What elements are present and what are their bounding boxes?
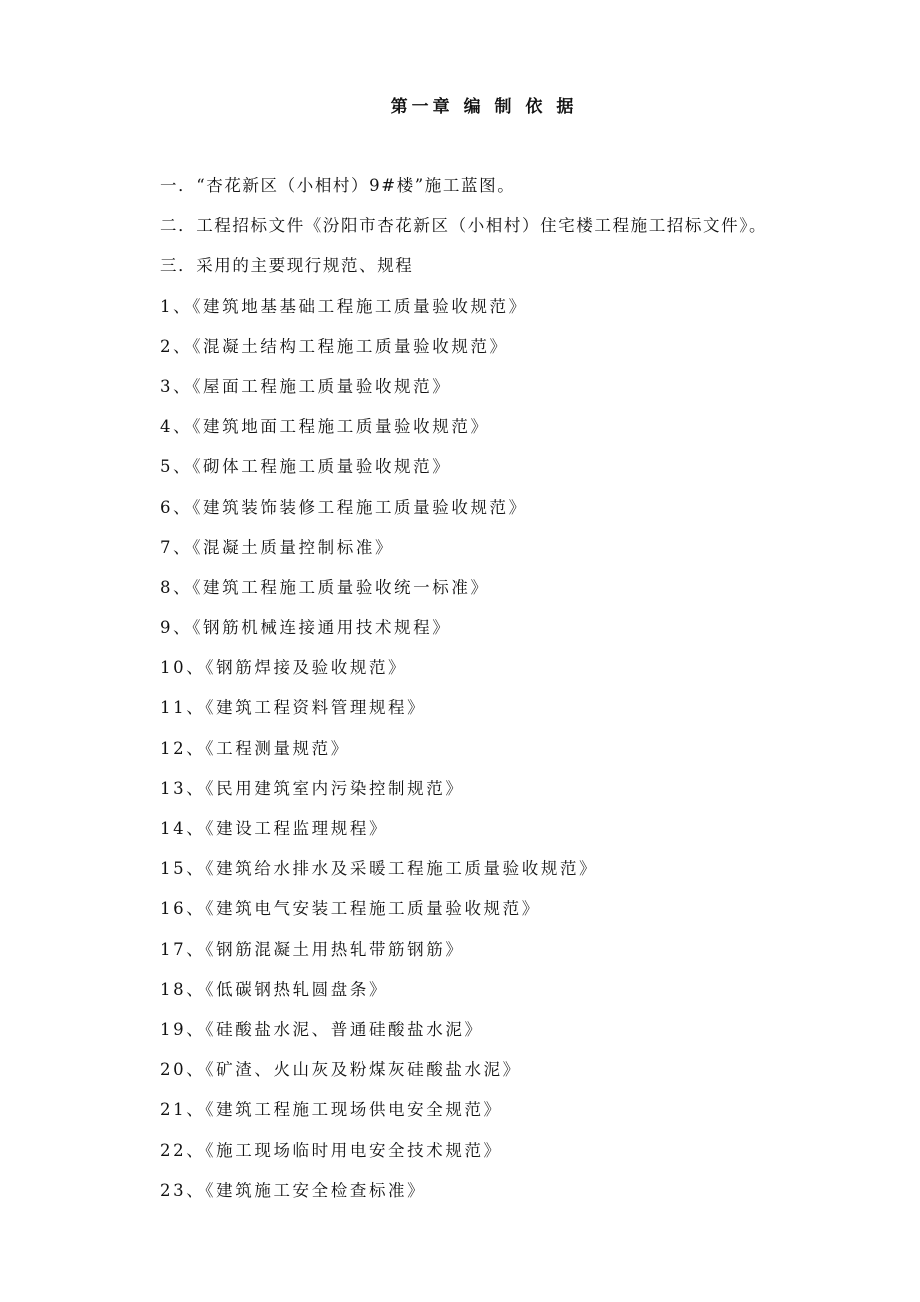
standard-item: 5、《砌体工程施工质量验收规范》 <box>160 457 452 477</box>
standard-item: 17、《钢筋混凝土用热轧带筋钢筋》 <box>160 939 465 959</box>
standard-item: 8、《建筑工程施工质量验收统一标准》 <box>160 577 490 597</box>
standard-item: 21、《建筑工程施工现场供电安全规范》 <box>160 1100 503 1120</box>
basis-item: 二．工程招标文件《汾阳市杏花新区（小相村）住宅楼工程施工招标文件》。 <box>160 216 768 236</box>
standard-item: 1、《建筑地基基础工程施工质量验收规范》 <box>160 296 528 316</box>
standard-item: 6、《建筑装饰装修工程施工质量验收规范》 <box>160 497 528 517</box>
standard-item: 11、《建筑工程资料管理规程》 <box>160 698 427 718</box>
standard-item: 9、《钢筋机械连接通用技术规程》 <box>160 618 452 638</box>
standard-item: 20、《矿渣、火山灰及粉煤灰硅酸盐水泥》 <box>160 1060 522 1080</box>
chapter-title: 第一章 编 制 依 据 <box>390 97 578 117</box>
standard-item: 2、《混凝土结构工程施工质量验收规范》 <box>160 336 509 356</box>
document-body <box>160 172 900 1217</box>
standard-item: 3、《屋面工程施工质量验收规范》 <box>160 376 452 396</box>
standard-item: 7、《混凝土质量控制标准》 <box>160 537 395 557</box>
standard-item: 18、《低碳钢热轧圆盘条》 <box>160 979 389 999</box>
standard-item: 10、《钢筋焊接及验收规范》 <box>160 658 408 678</box>
basis-item: 一．“杏花新区（小相村）9#楼”施工蓝图。 <box>160 176 516 195</box>
standard-item: 12、《工程测量规范》 <box>160 738 350 758</box>
standard-item: 16、《建筑电气安装工程施工质量验收规范》 <box>160 899 541 919</box>
standard-item: 13、《民用建筑室内污染控制规范》 <box>160 778 465 798</box>
standard-item: 14、《建设工程监理规程》 <box>160 819 389 838</box>
standard-item: 19、《硅酸盐水泥、普通硅酸盐水泥》 <box>160 1019 484 1039</box>
standard-item: 15、《建筑给水排水及采暖工程施工质量验收规范》 <box>160 859 599 879</box>
basis-item: 三．采用的主要现行规范、规程 <box>160 256 414 276</box>
standard-item: 4、《建筑地面工程施工质量验收规范》 <box>160 417 490 437</box>
standard-item: 23、《建筑施工安全检查标准》 <box>160 1180 427 1200</box>
standard-item: 22、《施工现场临时用电安全技术规范》 <box>160 1140 503 1160</box>
